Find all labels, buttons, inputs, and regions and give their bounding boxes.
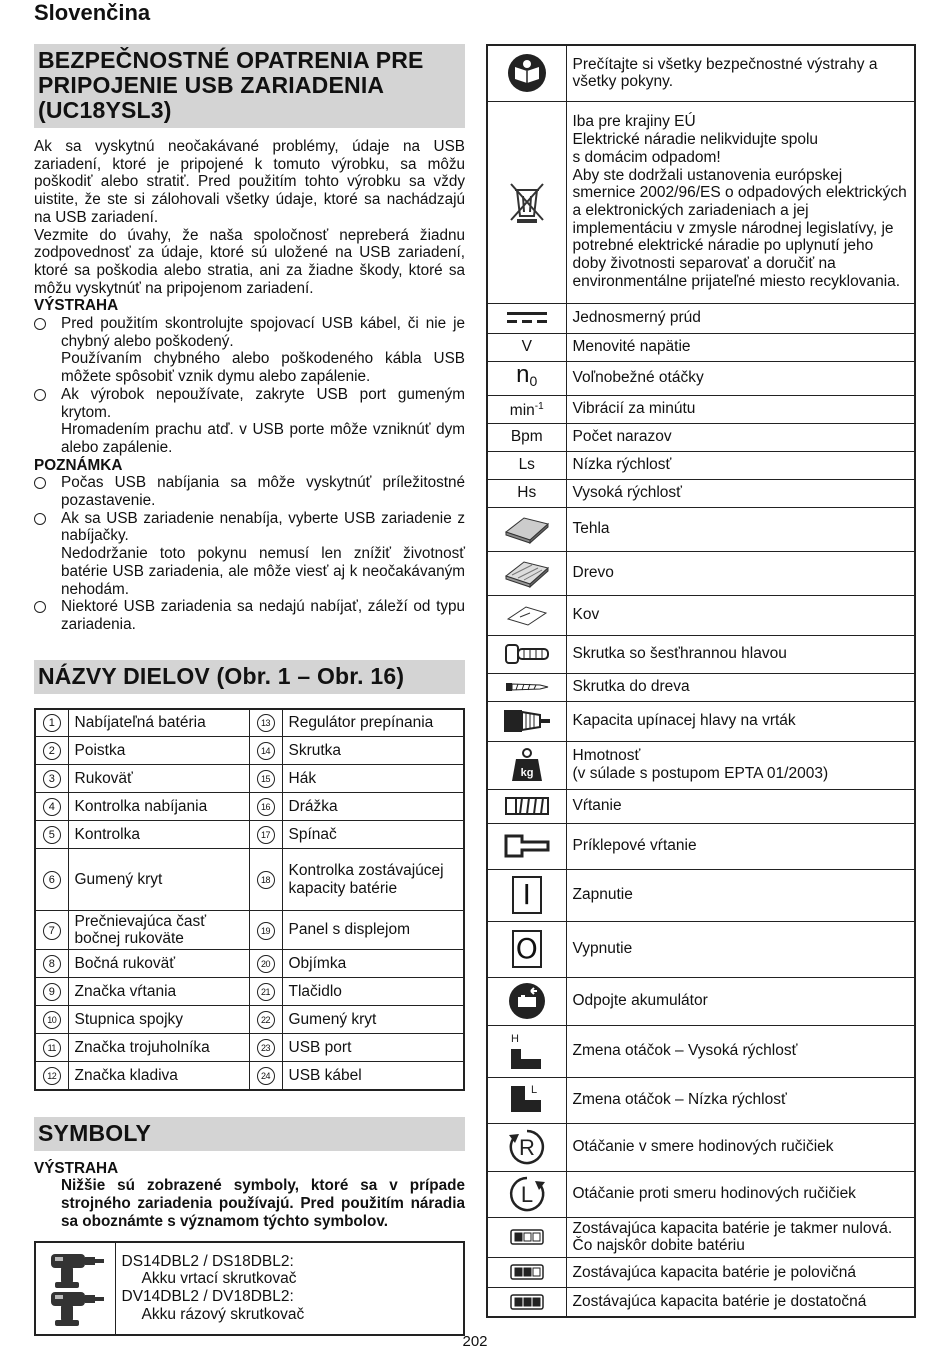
symbol-icon-cell (487, 869, 566, 921)
speed-high-label: H (510, 1033, 519, 1045)
symbol-label: Ls (518, 456, 535, 474)
part-label: Poistka (68, 737, 249, 765)
symbol-icon-cell (487, 1025, 566, 1077)
safety-note-item (34, 474, 465, 509)
safety-warning-item (34, 386, 465, 457)
part-label: Spínač (282, 821, 464, 849)
symbol-row (487, 673, 915, 701)
part-label: Prečnievajúca časť bočnej rukoväte (68, 911, 249, 950)
part-number-cell (249, 849, 282, 911)
symbol-icon-cell (487, 789, 566, 823)
part-label: Nabíjateľná batéria (68, 709, 249, 737)
symbol-description-line: Zmena otáčok – Nízka rýchlosť (572, 1091, 787, 1109)
symbol-description (566, 1123, 915, 1171)
safety-warning-text: Ak výrobok nepoužívate, zakryte USB port gumeným krytom. (61, 385, 465, 421)
part-number-circle: 7 (43, 922, 61, 940)
symbol-description-line: Zostávajúca kapacita batérie je polovičná (572, 1263, 856, 1281)
symbol-label: I (512, 876, 542, 914)
bullet-circle-icon (34, 513, 46, 525)
symbol-description (566, 101, 915, 303)
parts-row (35, 978, 464, 1006)
brick-icon (488, 514, 566, 544)
part-number-cell (249, 1062, 282, 1090)
symbol-description-line: Jednosmerný prúd (572, 309, 701, 327)
part-number-circle: 13 (257, 714, 275, 732)
symbol-description (566, 451, 915, 479)
symbol-table (486, 44, 916, 1318)
part-number-circle: 17 (257, 826, 275, 844)
symbol-description-line: Otáčanie v smere hodinových ručičiek (572, 1138, 834, 1156)
part-number-circle: 5 (43, 826, 61, 844)
symbol-description-line: Zostávajúca kapacita batérie je takmer nulová. Čo najskôr dobite batériu (572, 1219, 893, 1255)
symbol-icon-cell (487, 1171, 566, 1217)
part-number-circle: 8 (43, 955, 61, 973)
safety-note-subtext: Nedodržanie toto pokynu nemusí len znížiť životnosť batérie USB zariadenia, ale môže viesť aj k neočakávaným nehodám. (61, 545, 465, 598)
symbol-description (566, 1077, 915, 1123)
safety-warning-subtext: Používaním chybného alebo poškodeného kábla USB môžete spôsobiť vznik dymu alebo zapálenie. (61, 350, 465, 386)
part-number-cell (35, 793, 68, 821)
symbols-warning-label: VÝSTRAHA (34, 1159, 119, 1177)
safety-warning-label: VÝSTRAHA (34, 297, 119, 315)
symbol-description-line: Kapacita upínacej hlavy na vrták (572, 712, 796, 730)
model-line-4: Akku rázový skrutkovač (141, 1305, 305, 1323)
symbol-description-line: Odpojte akumulátor (572, 992, 708, 1010)
part-label: USB kábel (282, 1062, 464, 1090)
symbol-description (566, 673, 915, 701)
symbol-description (566, 551, 915, 595)
symbol-row (487, 361, 915, 395)
symbol-icon-cell (487, 1287, 566, 1317)
symbol-description-line: Tehla (572, 520, 610, 538)
parts-row (35, 821, 464, 849)
part-number-cell (249, 765, 282, 793)
symbol-description-line: Kov (572, 606, 600, 624)
symbol-row (487, 333, 915, 361)
left-column (34, 44, 465, 1336)
part-label: Značka vŕtania (68, 978, 249, 1006)
symbol-icon-cell (487, 977, 566, 1025)
symbol-row (487, 1077, 915, 1123)
part-label: Hák (282, 765, 464, 793)
speed-low-icon (488, 1082, 566, 1118)
disconnect-battery-icon (488, 981, 566, 1021)
symbol-icon-cell (487, 921, 566, 977)
part-label: Stupnica spojky (68, 1006, 249, 1034)
part-label: Kontrolka (68, 821, 249, 849)
part-number-cell (35, 821, 68, 849)
symbol-row (487, 1217, 915, 1257)
direct-current-icon (488, 310, 566, 326)
part-number-cell (249, 709, 282, 737)
symbol-icon-cell (487, 823, 566, 869)
crossed-bin-icon (488, 180, 566, 224)
symbol-icon-cell (487, 333, 566, 361)
symbol-description-line: Počet narazov (572, 428, 672, 446)
bullet-circle-icon (34, 389, 46, 401)
safety-note-text: Niektoré USB zariadenia sa nedajú nabíjať, záleží od typu zariadenia. (61, 598, 465, 633)
symbol-row (487, 789, 915, 823)
part-label: Rukoväť (68, 765, 249, 793)
part-number-circle: 22 (257, 1011, 275, 1029)
symbols-heading: SYMBOLY (34, 1117, 465, 1151)
symbol-description-line: Iba pre krajiny EÚ (572, 113, 696, 131)
part-number-circle: 19 (257, 922, 275, 940)
symbol-description (566, 333, 915, 361)
symbol-description (566, 869, 915, 921)
symbol-icon-cell (487, 507, 566, 551)
symbol-row (487, 977, 915, 1025)
symbol-icon-cell (487, 635, 566, 673)
safety-para-1: Ak sa vyskytnú neočakávané problémy, údaje na USB zariadení, ktoré je pripojené k tomuto výrobku, sa môžu poškodiť alebo stratiť. Pred použitím tohto výrobku sa vždy uistite, že ste si zálohovali všetky údaje, ktoré sa nachádzajú na USB zariadení. (34, 138, 465, 226)
battery-half-icon (488, 1262, 566, 1282)
speed-low-label: L (530, 1084, 537, 1096)
symbol-description (566, 361, 915, 395)
symbol-icon-cell (487, 423, 566, 451)
tool-models-table (34, 1241, 465, 1336)
symbol-row (487, 479, 915, 507)
symbol-description-line: Voľnobežné otáčky (572, 369, 704, 387)
part-number-circle: 23 (257, 1039, 275, 1057)
symbol-description-line: Menovité napätie (572, 338, 691, 356)
symbol-description (566, 1171, 915, 1217)
symbol-row (487, 1287, 915, 1317)
symbol-description-line: Prečítajte si všetky bezpečnostné výstrahy a všetky pokyny. (572, 55, 878, 91)
chuck-icon (488, 706, 566, 736)
symbol-label: O (512, 930, 542, 968)
part-number-cell (35, 950, 68, 978)
part-number-cell (35, 1006, 68, 1034)
part-number-circle: 21 (257, 983, 275, 1001)
parts-heading: NÁZVY DIELOV (Obr. 1 – Obr. 16) (34, 660, 465, 694)
symbol-description-line: Elektrické náradie nelikvidujte spolu (572, 131, 819, 149)
symbol-icon-cell (487, 1077, 566, 1123)
part-label: Drážka (282, 793, 464, 821)
symbol-description (566, 635, 915, 673)
part-number-circle: 2 (43, 742, 61, 760)
symbol-description (566, 789, 915, 823)
symbol-description-line: Skrutka so šesťhrannou hlavou (572, 645, 787, 663)
model-line-2: Akku vrtací skrutkovač (141, 1270, 297, 1288)
symbol-description (566, 741, 915, 789)
parts-row (35, 1062, 464, 1090)
symbol-icon-cell (487, 303, 566, 333)
symbol-row (487, 869, 915, 921)
symbols-intro: Nižšie sú zobrazené symboly, ktoré sa v prípade strojného zariadenia používajú. Pred použitím náradia sa oboznámte s významom týchto symbolov. (61, 1177, 465, 1230)
safety-warning-list (34, 315, 465, 457)
part-label: Objímka (282, 950, 464, 978)
part-number-circle: 9 (43, 983, 61, 1001)
symbol-row (487, 551, 915, 595)
symbol-description-line: Vŕtanie (572, 797, 622, 815)
part-number-cell (249, 737, 282, 765)
bullet-circle-icon (34, 601, 46, 613)
part-number-circle: 14 (257, 742, 275, 760)
parts-row (35, 1034, 464, 1062)
symbol-description-line: Zmena otáčok – Vysoká rýchlosť (572, 1042, 798, 1060)
part-number-cell (249, 821, 282, 849)
symbol-icon-cell (487, 551, 566, 595)
safety-warning-subtext: Hromadením prachu atď. v USB porte môže vzniknúť dym alebo zapálenie. (61, 421, 465, 456)
symbol-description (566, 395, 915, 423)
symbol-description-line: Vibrácií za minútu (572, 400, 696, 418)
symbol-label: Bpm (510, 428, 543, 446)
symbol-row (487, 741, 915, 789)
part-number-cell (35, 737, 68, 765)
symbol-row (487, 451, 915, 479)
model-line-1: DS14DBL2 / DS18DBL2: (121, 1252, 294, 1270)
part-number-circle: 3 (43, 770, 61, 788)
symbol-icon-cell (487, 451, 566, 479)
page-number: 202 (462, 1333, 488, 1350)
part-label: Tlačidlo (282, 978, 464, 1006)
symbol-icon-cell (487, 673, 566, 701)
part-number-cell (249, 1006, 282, 1034)
symbol-icon-cell (487, 701, 566, 741)
symbol-description (566, 303, 915, 333)
symbol-row (487, 1171, 915, 1217)
part-label: Kontrolka nabíjania (68, 793, 249, 821)
parts-table (34, 708, 465, 1091)
battery-full-icon (488, 1292, 566, 1312)
symbol-row (487, 303, 915, 333)
battery-empty-icon (488, 1227, 566, 1247)
part-label: Regulátor prepínania (282, 709, 464, 737)
symbol-icon-cell (487, 479, 566, 507)
symbol-row (487, 1257, 915, 1287)
symbol-description (566, 595, 915, 635)
part-number-cell (35, 1034, 68, 1062)
part-number-circle: 18 (257, 871, 275, 889)
symbol-description-line: (v súlade s postupom EPTA 01/2003) (572, 765, 829, 782)
symbol-description-line: Hmotnosť (572, 747, 641, 765)
tool-image-cell (35, 1242, 115, 1335)
model-line-3: DV14DBL2 / DV18DBL2: (121, 1287, 294, 1305)
parts-row (35, 737, 464, 765)
bullet-circle-icon (34, 477, 46, 489)
symbol-icon-cell (487, 45, 566, 101)
bullet-circle-icon (34, 318, 46, 330)
part-label: Bočná rukoväť (68, 950, 249, 978)
metal-icon (488, 603, 566, 627)
part-number-cell (249, 978, 282, 1006)
parts-row (35, 950, 464, 978)
safety-note-label: POZNÁMKA (34, 456, 123, 474)
symbol-row (487, 701, 915, 741)
symbol-description-line: Skrutka do dreva (572, 678, 690, 696)
hex-bolt-icon (488, 643, 566, 665)
symbol-description (566, 823, 915, 869)
symbol-description (566, 479, 915, 507)
symbol-description (566, 1025, 915, 1077)
part-number-circle: 11 (43, 1039, 61, 1057)
part-label: Panel s displejom (282, 911, 464, 950)
read-manual-icon (488, 53, 566, 93)
symbol-description-line: Zostávajúca kapacita batérie je dostatočná (572, 1293, 867, 1311)
wood-icon (488, 558, 566, 588)
symbol-description-line: Aby ste dodržali ustanovenia európskej smernice 2002/96/ES o odpadových elektrických a elektronických zariadeniach a jej implementáciu v zmysle národnej legislatívy, je potrebné elektrické náradie po uplynutí jeho doby životnosti separovať a doručiť na environmentálne prijateľné miesto recyklovania. (572, 166, 907, 290)
symbol-icon-cell (487, 101, 566, 303)
parts-row (35, 911, 464, 950)
wood-screw-icon (488, 681, 566, 693)
symbol-icon-cell (487, 395, 566, 423)
part-number-cell (35, 978, 68, 1006)
part-number-cell (249, 950, 282, 978)
part-number-cell (35, 709, 68, 737)
safety-heading: BEZPEČNOSTNÉ OPATRENIA PRE PRIPOJENIE USB ZARIADENIA (UC18YSL3) (34, 44, 465, 128)
safety-note-list (34, 474, 465, 633)
safety-note-text: Počas USB nabíjania sa môže vyskytnúť príležitostné pozastavenie. (61, 474, 465, 510)
symbol-description-line: Zapnutie (572, 886, 633, 904)
symbol-label: $n_0$ (516, 360, 538, 389)
part-number-cell (35, 765, 68, 793)
part-label: Kontrolka zostávajúcej kapacity batérie (282, 849, 464, 911)
symbol-description (566, 977, 915, 1025)
part-number-cell (249, 793, 282, 821)
symbol-row (487, 823, 915, 869)
weight-kg-label: kg (520, 767, 534, 779)
symbol-description-line: Otáčanie proti smeru hodinových ručičiek (572, 1185, 856, 1203)
parts-row (35, 765, 464, 793)
symbol-description-line: Vypnutie (572, 940, 633, 958)
drill-driver-icon (43, 1248, 107, 1328)
symbol-row (487, 423, 915, 451)
symbol-description (566, 507, 915, 551)
symbol-row (487, 1025, 915, 1077)
symbol-row (487, 395, 915, 423)
part-number-circle: 10 (43, 1011, 61, 1029)
part-label: Značka kladiva (68, 1062, 249, 1090)
part-label: Skrutka (282, 737, 464, 765)
symbol-description (566, 45, 915, 101)
parts-row (35, 849, 464, 911)
part-label: Gumený kryt (68, 849, 249, 911)
symbol-icon-cell (487, 1257, 566, 1287)
part-label: Značka trojuholníka (68, 1034, 249, 1062)
rotate-right-label: R (518, 1135, 535, 1160)
part-number-cell (35, 849, 68, 911)
symbol-description (566, 1257, 915, 1287)
tool-models-cell (115, 1242, 464, 1335)
symbol-icon-cell (487, 361, 566, 395)
part-number-cell (35, 911, 68, 950)
rotate-left-icon (488, 1174, 566, 1214)
symbol-description-line: Drevo (572, 564, 614, 582)
part-number-cell (249, 1034, 282, 1062)
rotate-right-icon (488, 1127, 566, 1167)
drill-bit-icon (488, 796, 566, 816)
part-number-circle: 20 (257, 955, 275, 973)
safety-note-item (34, 510, 465, 599)
symbol-icon-cell (487, 1217, 566, 1257)
safety-note-item (34, 598, 465, 633)
hammer-icon (488, 830, 566, 862)
symbol-row (487, 45, 915, 101)
part-number-cell (249, 911, 282, 950)
symbol-description-line: Vysoká rýchlosť (572, 484, 682, 502)
part-number-circle: 16 (257, 798, 275, 816)
part-label: USB port (282, 1034, 464, 1062)
symbol-row (487, 635, 915, 673)
safety-para-2: Vezmite do úvahy, že naša spoločnosť nepreberá žiadnu zodpovednosť za údaje, ktoré sú uložené na USB zariadení, ktoré sa poškodia alebo stratia, ani za žiadne škody, ktoré sa môžu vyskytnúť na pripojenom zariadení. (34, 226, 465, 297)
speed-high-icon (488, 1031, 566, 1071)
symbol-description-line: s domácim odpadom! (572, 148, 721, 166)
safety-warning-item (34, 315, 465, 386)
part-label: Gumený kryt (282, 1006, 464, 1034)
weight-icon (488, 747, 566, 783)
part-number-cell (35, 1062, 68, 1090)
part-number-circle: 1 (43, 714, 61, 732)
symbol-label: $\min^{-1}$ (509, 401, 544, 420)
part-number-circle: 15 (257, 770, 275, 788)
language-header: Slovenčina (34, 0, 151, 25)
symbol-description (566, 1287, 915, 1317)
symbol-description (566, 423, 915, 451)
safety-note-text: Ak sa USB zariadenie nenabíja, vyberte USB zariadenie z nabíjačky. (61, 509, 465, 545)
symbol-description (566, 1217, 915, 1257)
part-number-circle: 12 (43, 1067, 61, 1085)
symbol-row (487, 595, 915, 635)
symbol-description-line: Nízka rýchlosť (572, 456, 672, 474)
safety-warning-text: Pred použitím skontrolujte spojovací USB kábel, či nie je chybný alebo poškodený. (61, 315, 465, 350)
symbol-row (487, 507, 915, 551)
symbol-label: V (521, 338, 532, 356)
symbol-row (487, 921, 915, 977)
parts-row (35, 793, 464, 821)
symbol-icon-cell (487, 741, 566, 789)
rotate-left-label: L (520, 1182, 533, 1207)
part-number-circle: 24 (257, 1067, 275, 1085)
parts-row (35, 709, 464, 737)
symbol-description (566, 701, 915, 741)
symbol-description (566, 921, 915, 977)
symbol-row (487, 1123, 915, 1171)
symbol-description-line: Príklepové vŕtanie (572, 837, 697, 855)
symbol-label: Hs (517, 484, 537, 502)
symbol-row (487, 101, 915, 303)
parts-row (35, 1006, 464, 1034)
part-number-circle: 4 (43, 798, 61, 816)
part-number-circle: 6 (43, 871, 61, 889)
symbol-icon-cell (487, 1123, 566, 1171)
symbol-icon-cell (487, 595, 566, 635)
